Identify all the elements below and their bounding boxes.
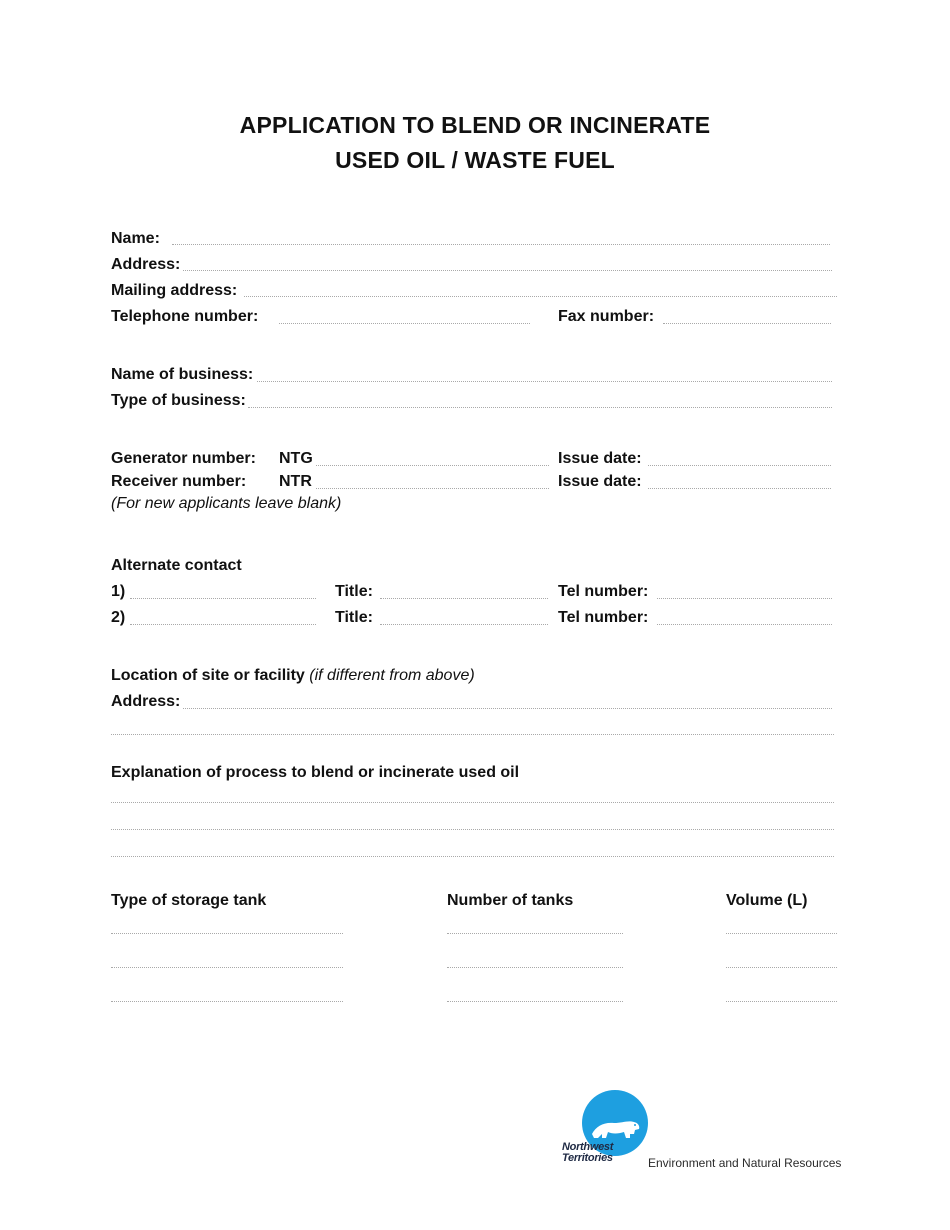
- explanation-heading: Explanation of process to blend or incinerate used oil: [111, 764, 520, 781]
- form-title-line-1: APPLICATION TO BLEND OR INCINERATE: [239, 112, 711, 138]
- fax-field[interactable]: [663, 323, 831, 324]
- name-label: Name:: [111, 230, 160, 247]
- storage-volume-header: Volume (L): [726, 892, 808, 909]
- generator-issue-date-label: Issue date:: [558, 450, 642, 467]
- business-name-label: Name of business:: [111, 366, 254, 383]
- generator-number-label: Generator number:: [111, 450, 256, 467]
- telephone-field[interactable]: [279, 323, 530, 324]
- storage-volume-field-2[interactable]: [726, 967, 837, 968]
- alternate-2-name-field[interactable]: [130, 624, 316, 625]
- form-title-line-2: USED OIL / WASTE FUEL: [335, 147, 615, 173]
- generator-number-field[interactable]: [316, 465, 549, 466]
- storage-type-field-3[interactable]: [111, 1001, 343, 1002]
- location-address-field[interactable]: [183, 708, 832, 709]
- location-heading-text: Location of site or facility: [111, 667, 305, 684]
- storage-type-header: Type of storage tank: [111, 892, 267, 909]
- receiver-issue-date-field[interactable]: [648, 488, 831, 489]
- receiver-number-label: Receiver number:: [111, 473, 247, 490]
- alternate-2-tel-field[interactable]: [657, 624, 832, 625]
- receiver-prefix: NTR: [279, 473, 312, 490]
- storage-number-field-2[interactable]: [447, 967, 623, 968]
- logo-wordmark-line-1: Northwest: [562, 1141, 614, 1153]
- alternate-1-name-field[interactable]: [130, 598, 316, 599]
- name-field[interactable]: [172, 244, 830, 245]
- explanation-line-1[interactable]: [111, 802, 834, 803]
- alternate-1-tel-field[interactable]: [657, 598, 832, 599]
- storage-number-field-1[interactable]: [447, 933, 623, 934]
- department-name: Environment and Natural Resources: [648, 1156, 842, 1170]
- address-field[interactable]: [183, 270, 832, 271]
- fax-label: Fax number:: [558, 308, 655, 325]
- storage-number-field-3[interactable]: [447, 1001, 623, 1002]
- location-address-field-2[interactable]: [111, 734, 834, 735]
- new-applicant-note: (For new applicants leave blank): [111, 495, 342, 512]
- telephone-label: Telephone number:: [111, 308, 259, 325]
- location-heading: [111, 667, 475, 685]
- generator-prefix: NTG: [279, 450, 313, 467]
- storage-type-field-2[interactable]: [111, 967, 343, 968]
- storage-number-header: Number of tanks: [447, 892, 574, 909]
- alternate-1-title-label: Title:: [335, 583, 373, 600]
- storage-volume-field-1[interactable]: [726, 933, 837, 934]
- generator-issue-date-field[interactable]: [648, 465, 831, 466]
- alternate-1-title-field[interactable]: [380, 598, 548, 599]
- alternate-2-title-label: Title:: [335, 609, 373, 626]
- location-address-label: Address:: [111, 693, 181, 710]
- mailing-address-field[interactable]: [244, 296, 837, 297]
- logo-wordmark: [562, 1142, 613, 1164]
- logo-wordmark-line-2: Territories: [562, 1152, 613, 1164]
- alternate-2-title-field[interactable]: [380, 624, 548, 625]
- explanation-line-2[interactable]: [111, 829, 834, 830]
- business-type-label: Type of business:: [111, 392, 246, 409]
- mailing-address-label: Mailing address:: [111, 282, 238, 299]
- receiver-number-field[interactable]: [316, 488, 549, 489]
- storage-type-field-1[interactable]: [111, 933, 343, 934]
- receiver-issue-date-label: Issue date:: [558, 473, 642, 490]
- alternate-1-tel-label: Tel number:: [558, 583, 649, 600]
- location-heading-note: (if different from above): [309, 667, 475, 684]
- alternate-row-2-number: 2): [111, 609, 126, 626]
- explanation-line-3[interactable]: [111, 856, 834, 857]
- business-name-field[interactable]: [257, 381, 832, 382]
- business-type-field[interactable]: [248, 407, 832, 408]
- alternate-2-tel-label: Tel number:: [558, 609, 649, 626]
- storage-volume-field-3[interactable]: [726, 1001, 837, 1002]
- address-label: Address:: [111, 256, 181, 273]
- nwt-logo: [560, 1088, 850, 1178]
- alternate-row-1-number: 1): [111, 583, 126, 600]
- alternate-contact-heading: Alternate contact: [111, 557, 242, 574]
